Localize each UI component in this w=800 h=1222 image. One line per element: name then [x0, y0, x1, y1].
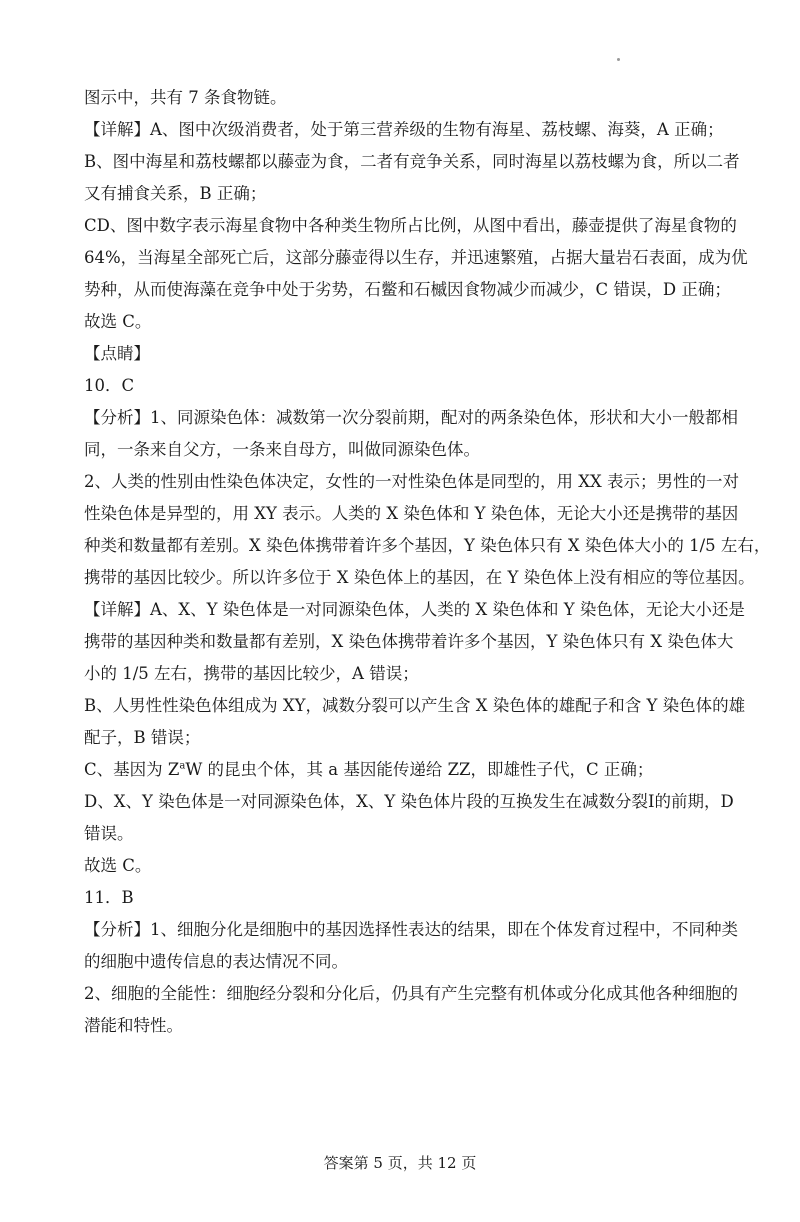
text-line: 2、细胞的全能性：细胞经分裂和分化后，仍具有产生完整有机体或分化成其他各种细胞的 [84, 984, 738, 1003]
text-line: 携带的基因种类和数量都有差别，X 染色体携带着许多个基因，Y 染色体只有 X 染色体大 [84, 632, 734, 651]
text-line: 图示中，共有 7 条食物链。 [84, 88, 287, 107]
question-number: 10．C [84, 376, 135, 395]
question-number: 11．B [84, 888, 134, 907]
text-line: 故选 C。 [84, 312, 152, 331]
genotype-superscript: a [179, 760, 186, 772]
text-line: 种类和数量都有差别。X 染色体携带着许多个基因，Y 染色体只有 X 染色体大小的 1/5 左右， [84, 536, 771, 555]
text-line: 故选 C。 [84, 856, 152, 875]
text-line: 配子，B 错误； [84, 728, 201, 747]
text-line: 小的 1/5 左右，携带的基因比较少，A 错误； [84, 664, 419, 683]
text-line: 性染色体是异型的，用 XY 表示。人类的 X 染色体和 Y 染色体，无论大小还是携带的基因 [84, 504, 739, 523]
text-line: D、X、Y 染色体是一对同源染色体，X、Y 染色体片段的互换发生在减数分裂Ⅰ的前期，D [84, 792, 734, 811]
text-line: B、人男性性染色体组成为 XY，减数分裂可以产生含 X 染色体的雄配子和含 Y 染色体的雄 [84, 696, 746, 715]
text-line: 【分析】1、同源染色体：减数第一次分裂前期，配对的两条染色体，形状和大小一般都相 [84, 408, 738, 427]
text-line: B、图中海星和荔枝螺都以藤壶为食，二者有竞争关系，同时海星以荔枝螺为食，所以二者 [84, 152, 740, 171]
text-line: 潜能和特性。 [84, 1016, 183, 1035]
text-line: 的细胞中遗传信息的表达情况不同。 [84, 952, 348, 971]
text-line: 同，一条来自父方，一条来自母方，叫做同源染色体。 [84, 440, 480, 459]
text-line: 【点睛】 [84, 344, 150, 363]
text-line: 势种，从而使海藻在竞争中处于劣势，石鳖和石槭因食物减少而减少，C 错误，D 正确； [84, 280, 731, 299]
page-footer: 答案第 5 页，共 12 页 [323, 1154, 477, 1172]
document-body [84, 82, 771, 1042]
text-line: 携带的基因比较少。所以许多位于 X 染色体上的基因，在 Y 染色体上没有相应的等位基因。 [84, 568, 755, 587]
genotype-prefix: C、基因为 Z [84, 760, 180, 779]
text-line: 【分析】1、细胞分化是细胞中的基因选择性表达的结果，即在个体发育过程中，不同种类 [84, 920, 738, 939]
text-line: 2、人类的性别由性染色体决定，女性的一对性染色体是同型的，用 XX 表示；男性的一对 [84, 472, 739, 491]
text-line: CD、图中数字表示海星食物中各种类生物所占比例，从图中看出，藤壶提供了海星食物的 [84, 216, 737, 235]
text-line: 错误。 [84, 824, 134, 843]
genotype-suffix: W 的昆虫个体，其 a 基因能传递给 ZZ，即雄性子代，C 正确； [185, 760, 654, 779]
text-line: 【详解】A、X、Y 染色体是一对同源染色体，人类的 X 染色体和 Y 染色体，无论大小还是 [84, 600, 745, 619]
text-line: 64%，当海星全部死亡后，这部分藤壶得以生存，并迅速繁殖，占据大量岩石表面，成为优 [84, 248, 748, 267]
scan-dot [617, 58, 620, 61]
text-line-genotype [84, 754, 716, 786]
text-line: 又有捕食关系，B 正确； [84, 184, 267, 203]
text-line: 【详解】A、图中次级消费者，处于第三营养级的生物有海星、荔枝螺、海葵，A 正确； [84, 120, 724, 139]
